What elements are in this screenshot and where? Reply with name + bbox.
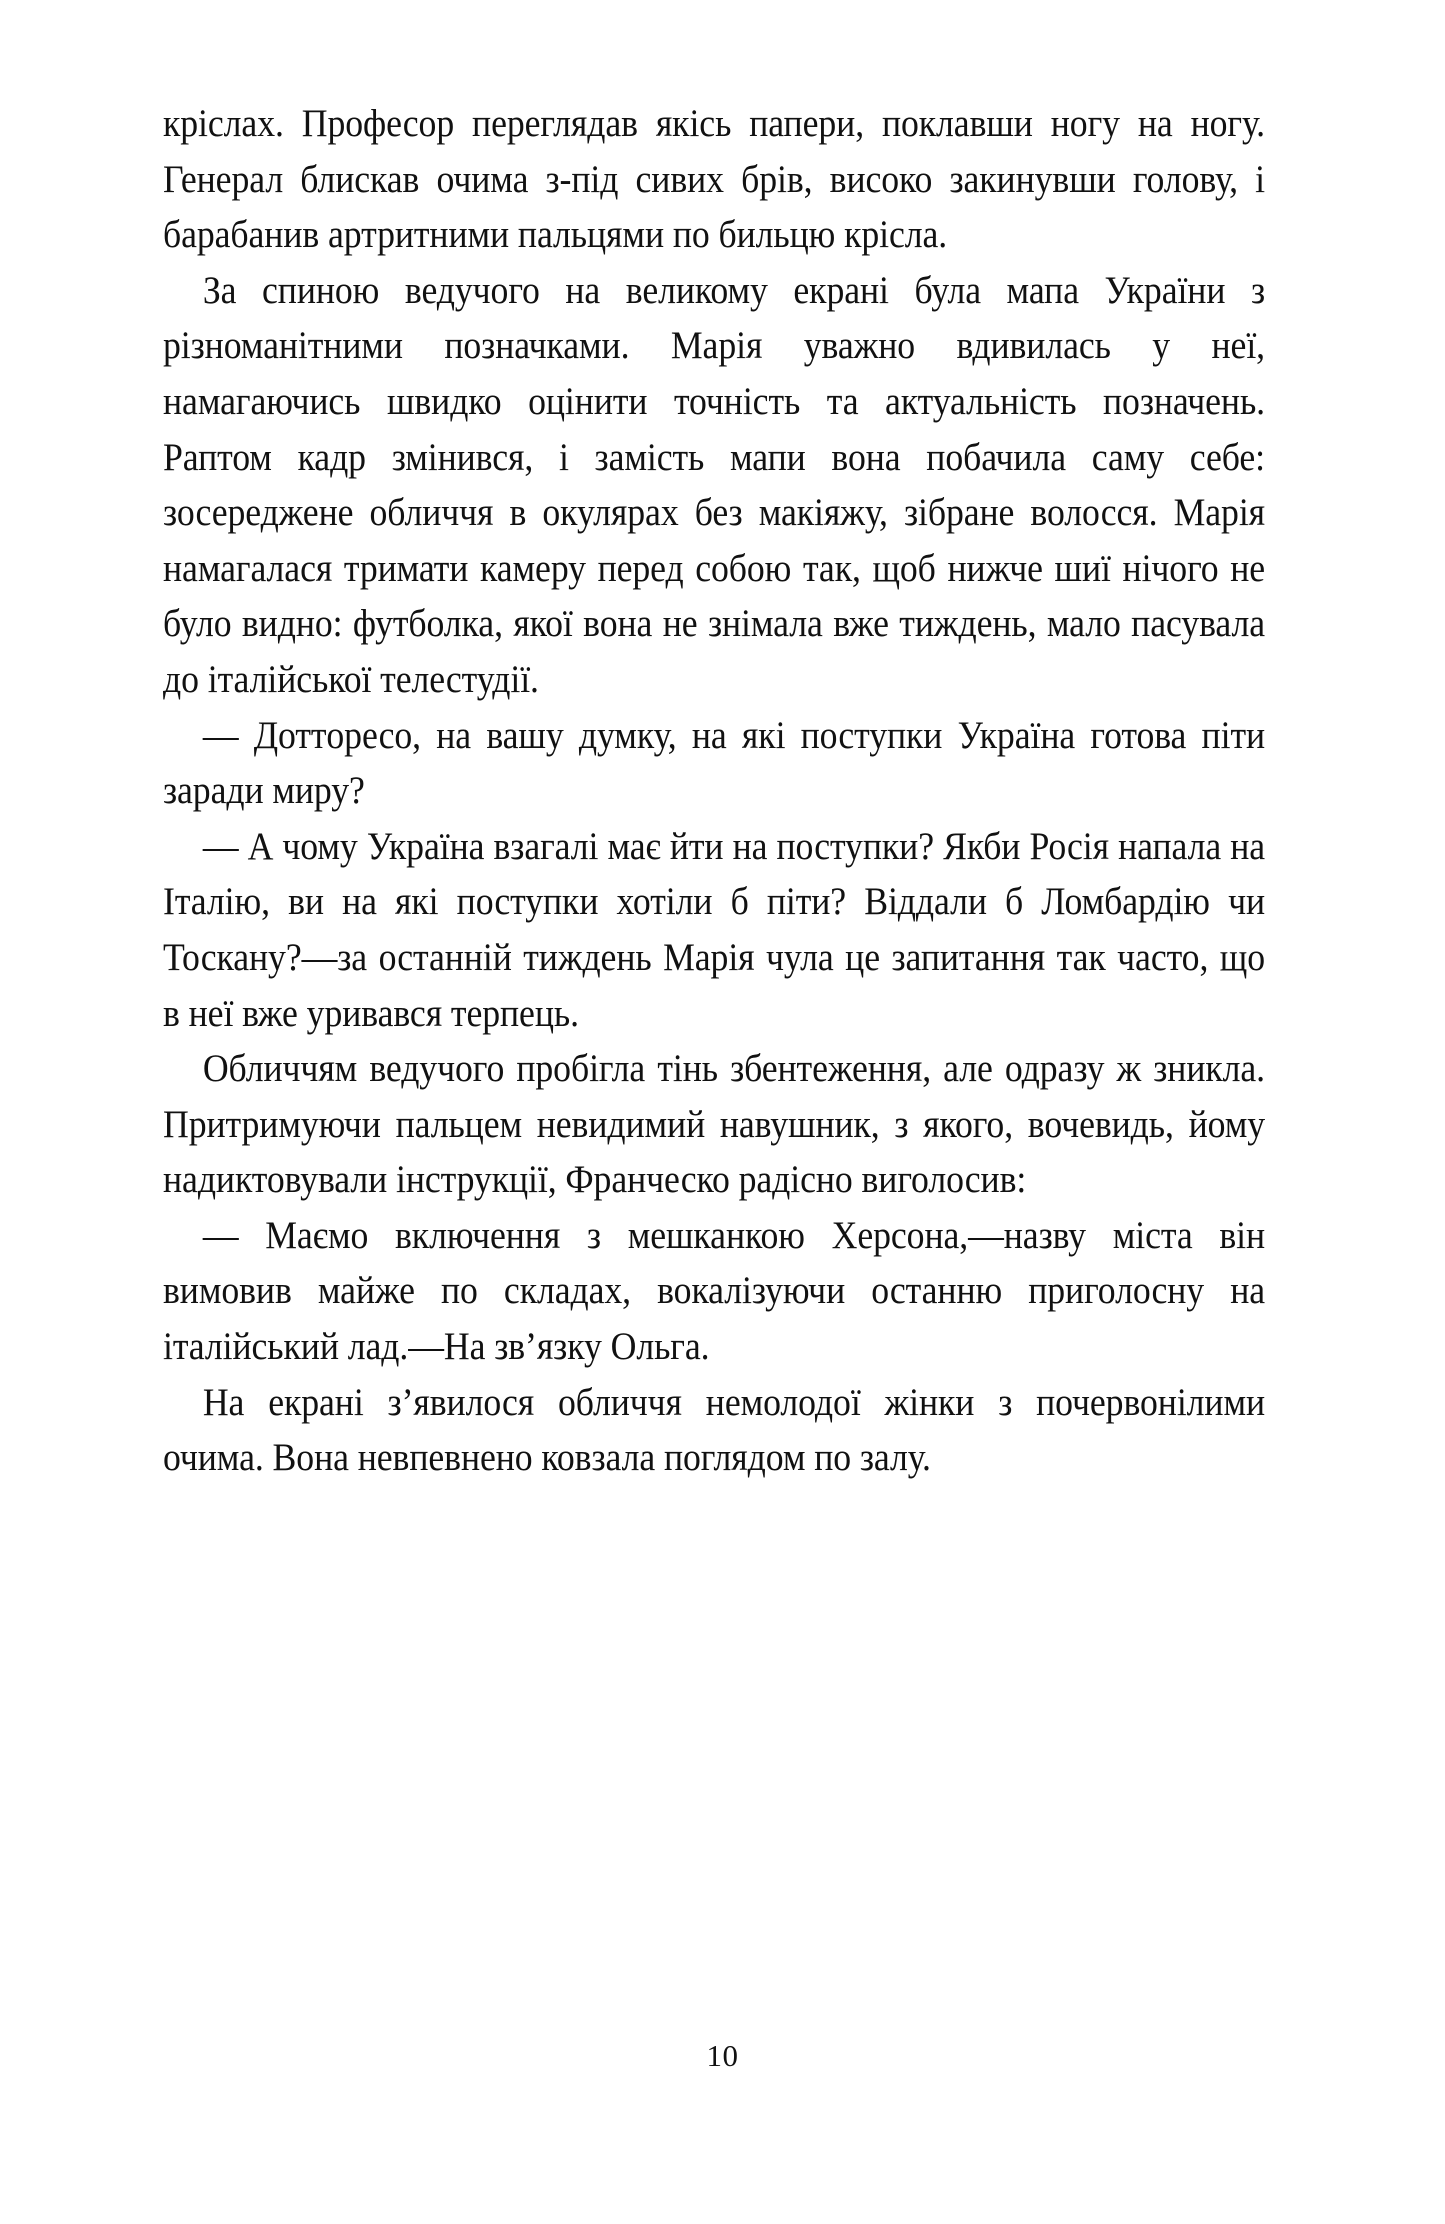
paragraph: Обличчям ведучого пробігла тінь збентеження, але одразу ж зникла. Притримуючи пальцем невидимий навушник, з якого, вочевидь, йому надиктовували інструкції, Франческо радісно виголосив: [163, 1046, 1266, 1202]
dialogue-paragraph: — Маємо включення з мешканкою Херсона,—назву міста він вимовив майже по складах, вокалізуючи останню приголосну на італійський лад.—На зв’язку Ольга. [163, 1212, 1266, 1369]
paragraph: кріслах. Професор переглядав якісь папери, поклавши ногу на ногу. Генерал блискав очима з-під сивих брів, високо закинувши голову, і барабанив артритними пальцями по бильцю крісла. [163, 101, 1266, 257]
paragraph: На екрані з’явилося обличчя немолодої жінки з почервонілими очима. Вона невпевнено ковзала поглядом по залу. [163, 1379, 1266, 1480]
dialogue-paragraph: — А чому Україна взагалі має йти на поступки? Якби Росія напала на Італію, ви на які поступки хотіли б піти? Віддали б Ломбардію чи Тоскану?—за останній тиждень Марія чула це запитання так часто, що в неї вже уривався терпець. [163, 823, 1266, 1035]
body-text-column [163, 96, 1265, 1486]
paragraph: За спиною ведучого на великому екрані була мапа України з різноманітними позначками. Марія уважно вдивилась у неї, намагаючись швидко оцінити точність та актуальність позначень. Раптом кадр змінився, і замість мапи вона побачила саму себе: зосереджене обличчя в окулярах без макіяжу, зібране волосся. Марія намагалася тримати камеру перед собою так, щоб нижче шиї нічого не було видно: футболка, якої вона не знімала вже тиждень, мало пасувала до італійської телестудії. [163, 267, 1266, 701]
page-number: 10 [706, 2038, 739, 2073]
dialogue-paragraph: — Доттoресо, на вашу думку, на які поступки Україна готова піти заради миру? [163, 712, 1266, 813]
